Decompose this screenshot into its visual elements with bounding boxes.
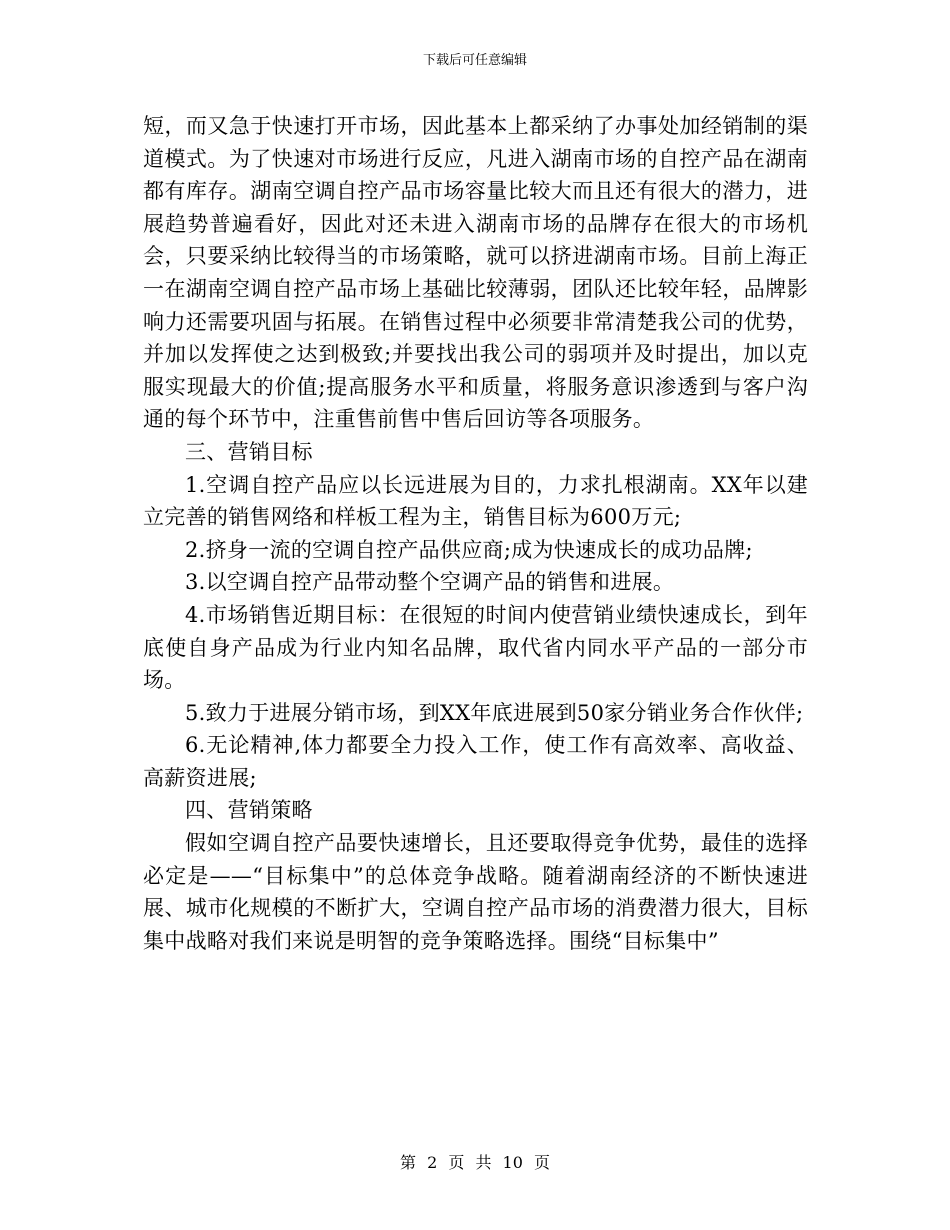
paragraph-market-analysis: 短，而又急于快速打开市场，因此基本上都采纳了办事处加经销制的渠道模式。为了快速对市场进行反应，凡进入湖南市场的自控产品在湖南都有库存。湖南空调自控产品市场容量比较大而且还有很大的潜力，进展趋势普遍看好，因此对还未进入湖南市场的品牌存在很大的市场机会，只要采纳比较得当的市场策略，就可以挤进湖南市场。目前上海正一在湖南空调自控产品市场上基础比较薄弱，团队还比较年轻，品牌影响力还需要巩固与拓展。在销售过程中必须要非常清楚我公司的优势，并加以发挥使之达到极致;并要找出我公司的弱项并及时提出，加以克服实现最大的价值;提高服务水平和质量，将服务意识渗透到与客户沟通的每个环节中，注重售前售中售后回访等各项服务。 bbox=[143, 114, 808, 432]
goal-item-2: 2.挤身一流的空调自控产品供应商;成为快速成长的成功品牌; bbox=[185, 537, 753, 562]
goal-item-6: 6.无论精神,体力都要全力投入工作，使工作有高效率、高收益、高薪资进展; bbox=[143, 733, 808, 790]
goal-item-1: 1.空调自控产品应以长远进展为目的，力求扎根湖南。XX年以建立完善的销售网络和样板工程为主，销售目标为600万元; bbox=[143, 472, 808, 530]
page-number: 第 2 页 共 10 页 bbox=[400, 1153, 550, 1172]
page-header: 下载后可任意编辑 bbox=[422, 53, 527, 68]
goal-item-3: 3.以空调自控产品带动整个空调产品的销售和进展。 bbox=[185, 570, 675, 595]
goal-item-4: 4.市场销售近期目标：在很短的时间内使营销业绩快速成长，到年底使自身产品成为行业内知名品牌，取代省内同水平产品的一部分市场。 bbox=[143, 602, 808, 693]
document-body bbox=[143, 110, 808, 957]
section-heading-marketing-goals: 三、营销目标 bbox=[185, 439, 313, 464]
goal-item-5: 5.致力于进展分销市场，到XX年底进展到50家分销业务合作伙伴; bbox=[185, 700, 804, 725]
section-heading-marketing-strategy: 四、营销策略 bbox=[185, 798, 313, 823]
paragraph-strategy: 假如空调自控产品要快速增长，且还要取得竞争优势，最佳的选择必定是——“目标集中”的总体竞争战略。随着湖南经济的不断快速进展、城市化规模的不断扩大，空调自控产品市场的消费潜力很大，目标集中战略对我们来说是明智的竞争策略选择。围绕“目标集中” bbox=[143, 831, 808, 953]
